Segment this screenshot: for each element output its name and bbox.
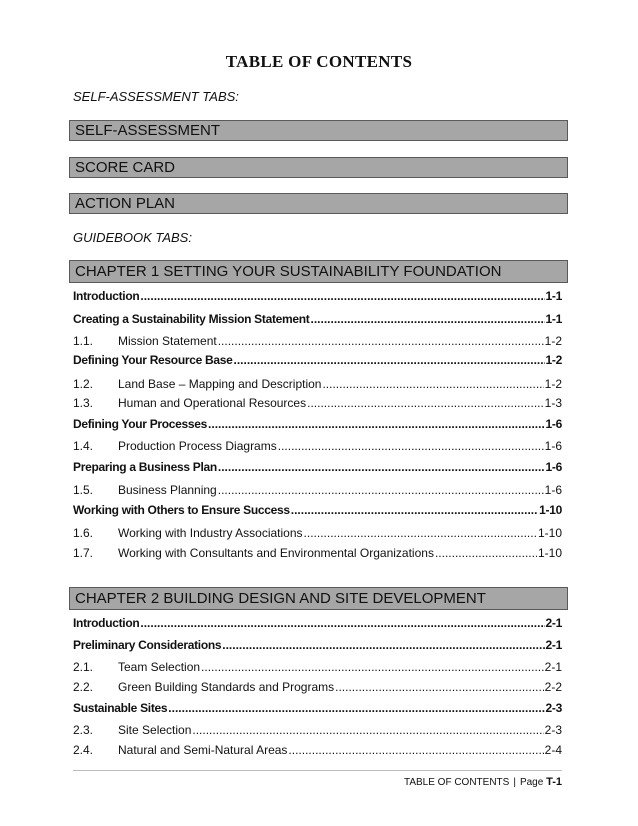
toc-entry-title: Creating a Sustainability Mission Statement [73,312,310,326]
toc-entry-page: 1-10 [539,503,562,517]
toc-entry-number: 2.3. [73,723,94,737]
toc-entry-page: 2-1 [545,616,562,630]
toc-entry-page: 1-10 [537,526,562,540]
toc-entry-page: 1-6 [544,483,562,497]
toc-subsection-entry[interactable] [73,743,562,757]
toc-subsection-entry[interactable] [73,680,562,694]
toc-entry-page: 1-2 [545,353,562,367]
page-title: TABLE OF CONTENTS [225,52,413,71]
toc-dot-leader [335,680,544,694]
toc-entry-page: 2-4 [544,743,562,757]
tab-action-plan[interactable]: ACTION PLAN [69,193,568,214]
toc-entry-page: 2-3 [545,701,562,715]
toc-entry-number: 2.1. [73,660,94,674]
toc-entry-title: Natural and Semi-Natural Areas [118,743,288,757]
toc-entry-title: Working with Consultants and Environmental Organizations [118,546,434,560]
toc-dot-leader [218,483,544,497]
toc-entry-number: 1.6. [73,526,94,540]
toc-dot-leader [311,312,545,326]
toc-entry-title: Introduction [73,289,140,303]
toc-section-entry[interactable] [73,289,562,303]
toc-entry-page: 1-6 [545,460,562,474]
toc-dot-leader [140,616,544,630]
toc-subsection-entry[interactable] [73,660,562,674]
toc-section-entry[interactable] [73,503,562,517]
toc-dot-leader [322,377,543,391]
toc-dot-leader [291,503,538,517]
toc-dot-leader [278,439,544,453]
toc-section-entry[interactable] [73,353,562,367]
toc-section-entry[interactable] [73,417,562,431]
toc-entry-title: Sustainable Sites [73,701,168,715]
toc-entry-title: Team Selection [118,660,201,674]
toc-entry-title: Preliminary Considerations [73,638,222,652]
toc-entry-title: Introduction [73,616,140,630]
toc-subsection-entry[interactable] [73,483,562,497]
toc-entry-page: 1-10 [537,546,562,560]
toc-dot-leader [140,289,544,303]
toc-entry-title: Working with Industry Associations [118,526,303,540]
self-assessment-tabs-label: SELF-ASSESSMENT TABS: [73,89,239,104]
toc-section-entry[interactable] [73,460,562,474]
toc-entry-title: Production Process Diagrams [118,439,277,453]
toc-entry-page: 1-1 [545,289,562,303]
toc-dot-leader [304,526,537,540]
guidebook-tabs-label: GUIDEBOOK TABS: [73,230,192,245]
toc-subsection-entry[interactable] [73,377,562,391]
toc-entry-title: Human and Operational Resources [118,396,307,410]
toc-dot-leader [435,546,537,560]
toc-section-entry[interactable] [73,616,562,630]
tab-score-card[interactable]: SCORE CARD [69,157,568,178]
toc-entry-title: Site Selection [118,723,192,737]
chapter-2-heading[interactable]: CHAPTER 2 BUILDING DESIGN AND SITE DEVELOPMENT [69,587,568,610]
toc-subsection-entry[interactable] [73,439,562,453]
toc-entry-page: 1-1 [545,312,562,326]
page-footer [404,776,562,788]
toc-entry-title: Green Building Standards and Programs [118,680,335,694]
toc-dot-leader [222,638,544,652]
toc-entry-page: 2-3 [544,723,562,737]
toc-entry-page: 2-1 [544,660,562,674]
toc-entry-title: Working with Others to Ensure Success [73,503,290,517]
toc-entry-title: Business Planning [118,483,217,497]
toc-entry-title: Defining Your Resource Base [73,353,233,367]
toc-dot-leader [192,723,543,737]
toc-subsection-entry[interactable] [73,334,562,348]
footer-page-number: T-1 [546,776,562,788]
toc-entry-number: 1.2. [73,377,94,391]
toc-entry-title: Defining Your Processes [73,417,208,431]
toc-entry-page: 2-2 [544,680,562,694]
toc-entry-number: 2.2. [73,680,94,694]
toc-dot-leader [307,396,544,410]
toc-subsection-entry[interactable] [73,526,562,540]
toc-dot-leader [201,660,544,674]
tab-self-assessment[interactable]: SELF-ASSESSMENT [69,120,568,141]
toc-entry-page: 1-2 [544,334,562,348]
toc-dot-leader [234,353,545,367]
toc-dot-leader [218,334,544,348]
toc-entry-title: Preparing a Business Plan [73,460,217,474]
toc-entry-page: 1-3 [544,396,562,410]
toc-entry-title: Land Base – Mapping and Description [118,377,322,391]
footer-divider [73,770,562,771]
chapter-1-heading[interactable]: CHAPTER 1 SETTING YOUR SUSTAINABILITY FOUNDATION [69,260,568,283]
toc-subsection-entry[interactable] [73,396,562,410]
toc-entry-number: 1.1. [73,334,94,348]
footer-page-label: Page [519,777,544,788]
toc-section-entry[interactable] [73,638,562,652]
toc-entry-number: 1.5. [73,483,94,497]
toc-dot-leader [168,701,544,715]
toc-entry-number: 1.4. [73,439,94,453]
toc-section-entry[interactable] [73,312,562,326]
toc-subsection-entry[interactable] [73,546,562,560]
toc-entry-number: 1.3. [73,396,94,410]
toc-entry-number: 2.4. [73,743,94,757]
toc-entry-page: 2-1 [545,638,562,652]
toc-entry-page: 1-6 [544,439,562,453]
toc-dot-leader [208,417,545,431]
toc-entry-page: 1-6 [545,417,562,431]
toc-section-entry[interactable] [73,701,562,715]
toc-entry-title: Mission Statement [118,334,217,348]
footer-separator: | [513,777,516,788]
toc-entry-page: 1-2 [544,377,562,391]
toc-subsection-entry[interactable] [73,723,562,737]
footer-section: TABLE OF CONTENTS [403,777,510,788]
toc-dot-leader [218,460,545,474]
toc-dot-leader [288,743,543,757]
toc-entry-number: 1.7. [73,546,94,560]
